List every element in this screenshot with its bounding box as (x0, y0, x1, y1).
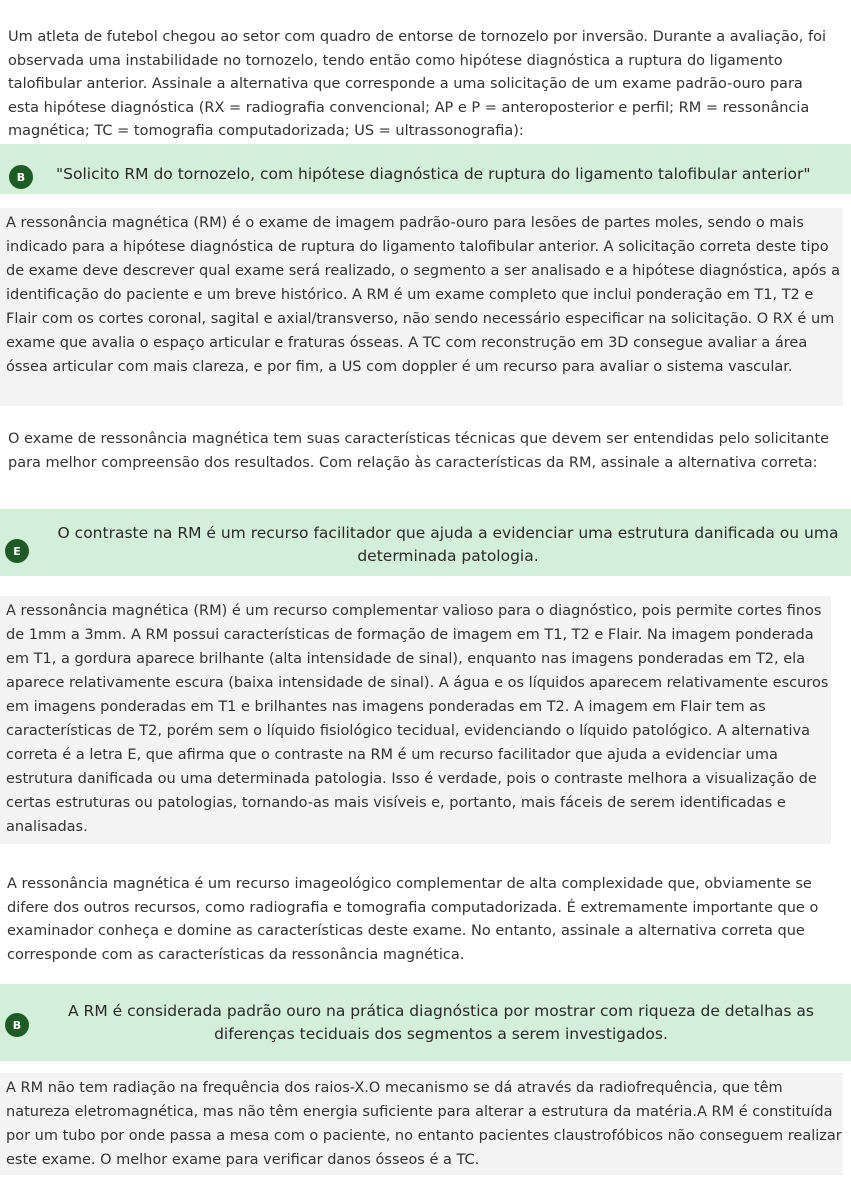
question-2-text: O exame de ressonância magnética tem suas características técnicas que devem ser entendidas pelo solicitante para melhor compreensão dos resultados. Com relação às características da RM, assinale a alternativa correta: (8, 431, 830, 471)
answer-text: "Solicito RM do tornozelo, com hipótese diagnóstica de ruptura do ligamento talofibular anterior" (56, 165, 811, 183)
explanation-text: A ressonância magnética (RM) é o exame de imagem padrão-ouro para lesões de partes moles, sendo o mais indicado para a hipótese diagnóstica de ruptura do ligamento talofibular anterior. A solicitação correta deste tipo de exame deve descrever qual exame será realizado, o segmento a ser analisado e a hipótese diagnóstica, após a identificação do paciente e um breve histórico. A RM é um exame completo que inclui ponderação em T1, T2 e Flair com os cortes coronal, sagital e axial/transverso, não sendo necessário especificar na solicitação. O RX é um exame que avalia o espaço articular e fraturas ósseas. A TC com reconstrução em 3D consegue avaliar a área óssea articular com mais clareza, e por fim, a US com doppler é um recurso para avaliar o sistema vascular. (6, 215, 840, 375)
answer-letter-badge: B (9, 165, 33, 189)
explanation-text: A ressonância magnética (RM) é um recurso complementar valioso para o diagnóstico, pois permite cortes finos de 1mm a 3mm. A RM possui características de formação de imagem em T1, T2 e Flair. Na imagem ponderada em T1, a gordura aparece brilhante (alta intensidade de sinal), enquanto nas imagens ponderadas em T2, ela aparece relativamente escura (baixa intensidade de sinal). A água e os líquidos aparecem relativamente escuros em imagens ponderadas em T1 e brilhantes nas imagens ponderadas em T2. A imagem em Flair tem as características de T2, porém sem o líquido fisiológico tecidual, evidenciando o líquido patológico. A alternativa correta é a letra E, que afirma que o contraste na RM é um recurso facilitador que ajuda a evidenciar uma estrutura danificada ou uma determinada patologia. Isso é verdade, pois o contraste melhora a visualização de certas estruturas ou patologias, tornando-as mais visíveis e, portanto, mais fáceis de serem identificadas e analisadas. (6, 603, 829, 835)
answer-letter-badge: E (5, 539, 29, 563)
question-2-explanation (0, 596, 831, 844)
question-3-explanation (0, 1073, 843, 1175)
answer-text: O contraste na RM é um recurso facilitador que ajuda a evidenciar uma estrutura danificada ou uma determinada patologia. (57, 524, 839, 565)
question-3-text: A ressonância magnética é um recurso imageológico complementar de alta complexidade que, obviamente se difere dos outros recursos, como radiografia e tomografia computadorizada. É extremamente importante que o examinador conheça e domine as características deste exame. No entanto, assinale a alternativa correta que corresponde com as características da ressonância magnética. (7, 876, 819, 963)
question-3-answer (0, 984, 851, 1061)
question-1-explanation (0, 208, 843, 406)
question-2-answer (0, 509, 851, 576)
question-1-text: Um atleta de futebol chegou ao setor com quadro de entorse de tornozelo por inversão. Durante a avaliação, foi observada uma instabilidade no tornozelo, tendo então como hipótese diagnóstica a ruptura do ligamento talofibular anterior. Assinale a alternativa que corresponde a uma solicitação de um exame padrão-ouro para esta hipótese diagnóstica (RX = radiografia convencional; AP e P = anteroposterior e perfil; RM = ressonância magnética; TC = tomografia computadorizada; US = ultrassonografia): (8, 29, 827, 139)
answer-letter-badge: B (5, 1013, 29, 1037)
answer-text: A RM é considerada padrão ouro na prática diagnóstica por mostrar com riqueza de detalhas as diferenças teciduais dos segmentos a serem investigados. (68, 1002, 814, 1043)
explanation-text: A RM não tem radiação na frequência dos raios-X.O mecanismo se dá através da radiofrequência, que têm natureza eletromagnética, mas não têm energia suficiente para alterar a estrutura da matéria.A RM é constituída por um tubo por onde passa a mesa com o paciente, no entanto pacientes claustrofóbicos não conseguem realizar este exame. O melhor exame para verificar danos ósseos é a TC. (6, 1080, 842, 1168)
question-1-answer (0, 144, 851, 194)
